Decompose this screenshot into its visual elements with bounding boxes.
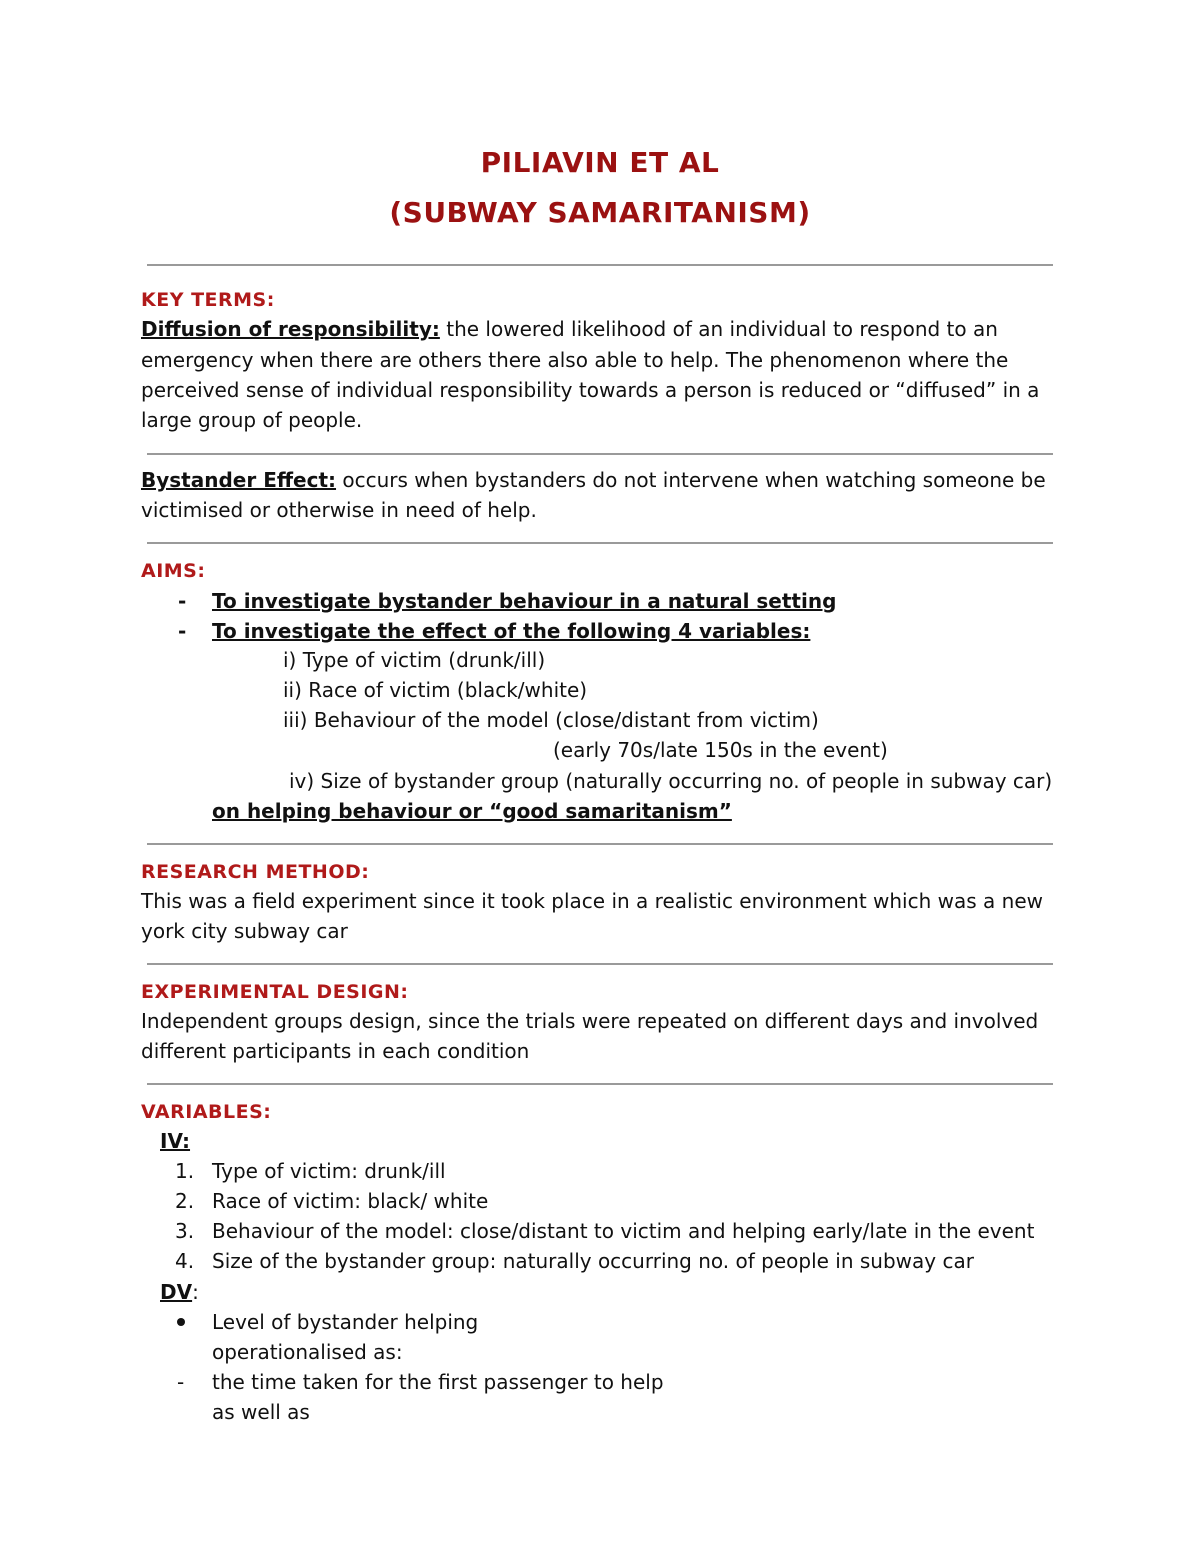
bullet-icon [177,1318,185,1326]
aim-variable: (early 70s/late 150s in the event) [553,738,888,762]
dv-label-row [160,1280,199,1304]
aim-variable: i) Type of victim (drunk/ill) [283,648,546,672]
dv-label: DV [160,1280,193,1304]
iv-item: Type of victim: drunk/ill [212,1159,446,1183]
bystander-text-line: victimised or otherwise in need of help. [141,498,537,522]
iv-number: 2. [175,1189,195,1213]
variables-heading: VARIABLES: [141,1101,272,1123]
dv-item: Level of bystander helping [212,1310,479,1334]
aim-variable: ii) Race of victim (black/white) [283,678,588,702]
research-method-text: york city subway car [141,919,348,943]
key-terms-heading: KEY TERMS: [141,289,275,311]
iv-label: IV: [160,1129,191,1153]
iv-item: Size of the bystander group: naturally occurring no. of people in subway car [212,1249,974,1273]
experimental-design-text: different participants in each condition [141,1039,530,1063]
dash-marker: - [178,619,187,643]
divider [147,264,1053,266]
divider [147,963,1053,965]
aims-heading: AIMS: [141,560,206,582]
dv-measure-continued: as well as [212,1400,310,1424]
aim-variable: iii) Behaviour of the model (close/distant from victim) [283,708,819,732]
bystander-definition [141,468,1046,492]
bystander-term: Bystander Effect: [141,468,337,492]
iv-item: Behaviour of the model: close/distant to victim and helping early/late in the event [212,1219,1035,1243]
page-title: PILIAVIN ET AL [480,146,720,179]
dv-measure: the time taken for the first passenger to help [212,1370,664,1394]
experimental-design-text: Independent groups design, since the trials were repeated on different days and involved [141,1009,1039,1033]
diffusion-text-line: perceived sense of individual responsibility towards a person is reduced or “diffused” in a [141,378,1040,402]
page-subtitle: (SUBWAY SAMARITANISM) [389,196,811,229]
diffusion-text-line: emergency when there are others there also able to help. The phenomenon where the [141,348,1009,372]
diffusion-term: Diffusion of responsibility: [141,317,440,341]
divider [147,542,1053,544]
divider [147,1083,1053,1085]
divider [147,453,1053,455]
iv-number: 3. [175,1219,195,1243]
dv-item-continued: operationalised as: [212,1340,403,1364]
iv-item: Race of victim: black/ white [212,1189,489,1213]
diffusion-definition [141,317,998,341]
iv-number: 1. [175,1159,195,1183]
dash-marker: - [178,589,187,613]
dash-marker: - [177,1370,185,1394]
iv-number: 4. [175,1249,195,1273]
dv-colon: : [192,1280,199,1304]
divider [147,843,1053,845]
aim-closing: on helping behaviour or “good samaritanism” [212,799,732,823]
diffusion-text: the lowered likelihood of an individual to respond to an [439,317,998,341]
diffusion-text-line: large group of people. [141,408,363,432]
aim-variable: iv) Size of bystander group (naturally occurring no. of people in subway car) [289,769,1053,793]
research-method-text: This was a field experiment since it took place in a realistic environment which was a new [141,889,1043,913]
aim-item: To investigate the effect of the following 4 variables: [212,619,811,643]
experimental-design-heading: EXPERIMENTAL DESIGN: [141,981,409,1003]
aim-item: To investigate bystander behaviour in a natural setting [212,589,837,613]
research-method-heading: RESEARCH METHOD: [141,861,370,883]
bystander-text: occurs when bystanders do not intervene when watching someone be [336,468,1046,492]
